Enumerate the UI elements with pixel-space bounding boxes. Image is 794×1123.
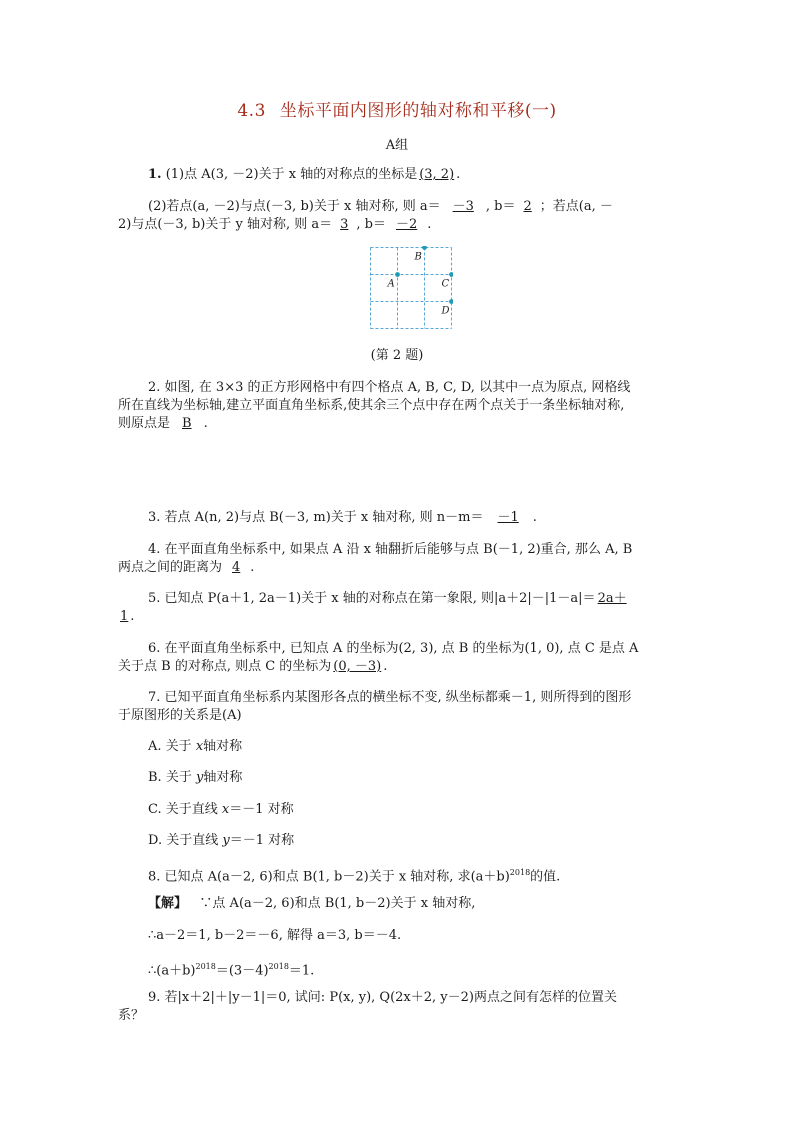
question-number: 1. (148, 167, 162, 182)
option-a: A. 关于 x轴对称 (148, 739, 243, 754)
grid-lines (371, 248, 452, 329)
point-label-c: C (441, 278, 450, 290)
question-7-line-2: 于原图形的关系是(A) (118, 708, 242, 723)
solution-tag: 【解】 (148, 896, 188, 911)
option-d: D. 关于直线 y＝－1 对称 (148, 833, 295, 848)
solution-line-2: ∴a－2＝1, b－2＝－6, 解得 a＝3, b＝－4. (148, 928, 402, 943)
question-1-part-1: 1. (1)点 A(3, －2)关于 x 轴的对称点的坐标是 (3, 2) . (148, 167, 461, 182)
solution-line-3: $\therefore(a+b)^{2018}=(3-4)^{2018}=1$. (148, 962, 315, 979)
point-label-d: D (441, 305, 450, 317)
question-4-line-1: 4. 在平面直角坐标系中, 如果点 A 沿 x 轴翻折后能够与点 B(－1, 2)重合, 那么 A, B (148, 542, 633, 557)
question-5-line-1: 5. 已知点 P(a＋1, 2a－1)关于 x 轴的对称点在第一象限, 则|a＋2|－|1－a|＝ 2a＋ (148, 591, 627, 606)
answer-blank: (0, －3) (333, 659, 382, 674)
point-c (449, 272, 453, 277)
question-1-part-2: (2)若点(a, －2)与点(－3, b)关于 x 轴对称, 则 a＝ －3 , b＝ 2 ；若点(a, － (148, 199, 613, 214)
figure-caption: (第 2 题) (370, 348, 424, 363)
section-title: 坐标平面内图形的轴对称和平移(一) (279, 101, 557, 121)
question-3: 3. 若点 A(n, 2)与点 B(－3, m)关于 x 轴对称, 则 n－m＝ －1 . (148, 510, 537, 525)
answer-blank: －1 (497, 510, 519, 525)
group-label: A组 (385, 138, 409, 153)
grid-points (387, 246, 454, 317)
question-1-part-2-cont: 2)与点(－3, b)关于 y 轴对称, 则 a＝ 3 , b＝ －2 . (118, 217, 432, 232)
question-2-line-1: 2. 如图, 在 3×3 的正方形网格中有四个格点 A, B, C, D, 以其中一点为原点, 网格线 (148, 380, 631, 395)
question-2-line-2: 所在直线为坐标轴,建立平面直角坐标系,使其余三个点中存在两个点关于一条坐标轴对称, (118, 398, 625, 413)
solution-line-1: 【解】 ∵点 A(a－2, 6)和点 B(1, b－2)关于 x 轴对称, (148, 896, 476, 911)
page-title (0, 96, 794, 121)
answer-blank: 1 (120, 609, 129, 624)
answer-blank: 4 (232, 560, 241, 575)
question-8: 8. 已知点 A(a－2, 6)和点 B(1, b－2)关于 x 轴对称, 求$(a+b)^{2018}$的值. (148, 868, 561, 885)
question-5-line-2: 1 . (120, 609, 135, 624)
question-6-line-1: 6. 在平面直角坐标系中, 已知点 A 的坐标为(2, 3), 点 B 的坐标为(1, 0), 点 C 是点 A (148, 641, 639, 656)
option-b: B. 关于 y轴对称 (148, 770, 243, 785)
point-a (395, 272, 400, 277)
answer-blank: －2 (395, 217, 418, 232)
point-b (422, 246, 427, 250)
question-9-line-2: 系？ (118, 1008, 145, 1023)
question-9-line-1: 9. 若|x＋2|＋|y－1|＝0, 试问: P(x, y), Q(2x＋2, y－2)两点之间有怎样的位置关 (148, 990, 617, 1005)
point-label-b: B (414, 251, 422, 263)
question-7-line-1: 7. 已知平面直角坐标系内某图形各点的横坐标不变, 纵坐标都乘－1, 则所得到的图形 (148, 690, 632, 705)
point-label-a: A (387, 278, 395, 290)
section-number: 4.3 (237, 101, 266, 121)
question-4-line-2: 两点之间的距离为 4 . (118, 560, 255, 575)
option-c: C. 关于直线 x＝－1 对称 (148, 802, 294, 817)
answer-blank: (3, 2) (419, 167, 455, 182)
question-2-line-3: 则原点是 B . (118, 416, 208, 431)
answer-blank: B (182, 416, 192, 431)
question-6-line-2: 关于点 B 的对称点, 则点 C 的坐标为 (0, －3) . (118, 659, 388, 674)
answer-blank: 2 (523, 199, 532, 214)
point-d (449, 299, 453, 304)
grid-figure (369, 246, 453, 330)
answer-blank: 3 (340, 217, 349, 232)
answer-blank: 2a＋ (597, 591, 627, 606)
answer-blank: －3 (452, 199, 474, 214)
